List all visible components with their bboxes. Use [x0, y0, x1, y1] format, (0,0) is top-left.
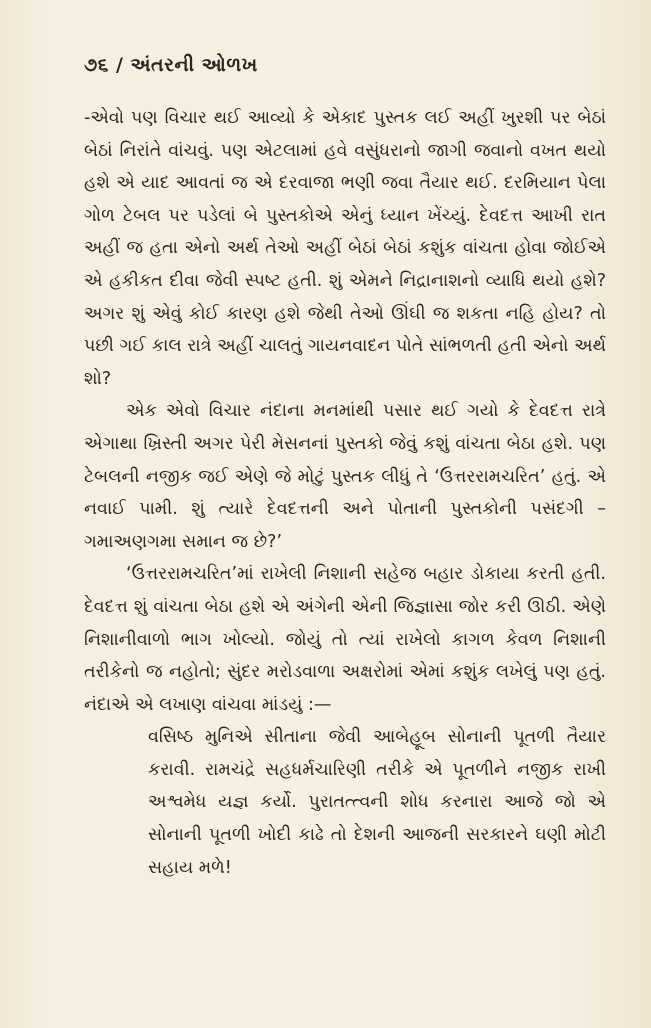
- paragraph-3: ‘ઉત્તરરામચરિત’માં રાખેલી નિશાની સહેજ બહાર ડોકાયા કરતી હતી. દેવદત્ત શું વાંચતા બેઠા હશે એ અંગેની એની જિજ્ઞાસા જોર કરી ઊઠી. એણે નિશાનીવાળો ભાગ ખોલ્યો. જોયું તો ત્યાં રાખેલો કાગળ કેવળ નિશાની તરીકેનો જ નહોતો; સુંદર મરોડવાળા અક્ષરોમાં એમાં કશુંક લખેલું પણ હતું. નંદાએ એ લખાણ વાંચવા માંડયું :—: [84, 564, 606, 715]
- running-head: ૭૬ / અંતરની ઓળખ: [84, 54, 258, 76]
- paragraph-2: એક એવો વિચાર નંદાના મનમાંથી પસાર થઈ ગયો કે દેવદત્ત રાત્રે એગાથા ખ્રિસ્તી અગર પેરી મેસનનાં પુસ્તકો જેવું કશું વાંચતા બેઠા હશે. પણ ટેબલની નજીક જઈ એણે જે મોટું પુસ્તક લીધું તે ‘ઉત્તરરામચરિત’ હતું. એ નવાઈ પામી. શું ત્યારે દેવદત્તની અને પોતાની પુસ્તકોની પસંદગી – ગમાઅણગમા સમાન જ છે?’: [84, 401, 606, 552]
- quoted-note: વસિષ્ઠ મુનિએ સીતાના જેવી આબેહૂબ સોનાની પૂતળી તૈયાર કરાવી. રામચંદ્રે સહધર્મચારિણી તરીકે એ પૂતળીને નજીક રાખી અશ્વમેધ યજ્ઞ કર્યો. પુરાતત્ત્વની શોધ કરનારા આજે જો એ સોનાની પૂતળી ખોદી કાઢે તો દેશની આજની સરકારને ઘણી મોટી સહાય મળે!: [148, 727, 606, 878]
- body-text: [84, 102, 606, 884]
- paragraph-1: -એવો પણ વિચાર થઈ આવ્યો કે એકાદ પુસ્તક લઈ અહીં ખુરશી પર બેઠાં બેઠાં નિરાંતે વાંચવું. પણ એટલામાં હવે વસુંધરાનો જાગી જવાનો વખત થયો હશે એ યાદ આવતાં જ એ દરવાજા ભણી જવા તૈયાર થઈ. દરમિયાન પેલા ગોળ ટેબલ પર પડેલાં બે પુસ્તકોએ એનું ધ્યાન ખેંચ્યું. દેવદત્ત આખી રાત અહીં જ હતા એનો અર્થ તેઓ અહીં બેઠાં બેઠાં કશુંક વાંચતા હોવા જોઈએ એ હકીકત દીવા જેવી સ્પષ્ટ હતી. શું એમને નિદ્રાનાશનો વ્યાધિ થયો હશે? અગર શું એવું કોઈ કારણ હશે જેથી તેઓ ઊંઘી જ શકતા નહિ હોય? તો પછી ગઈ કાલ રાત્રે અહીં ચાલતું ગાયનવાદન પોતે સાંભળતી હતી એનો અર્થ શો?: [84, 108, 606, 389]
